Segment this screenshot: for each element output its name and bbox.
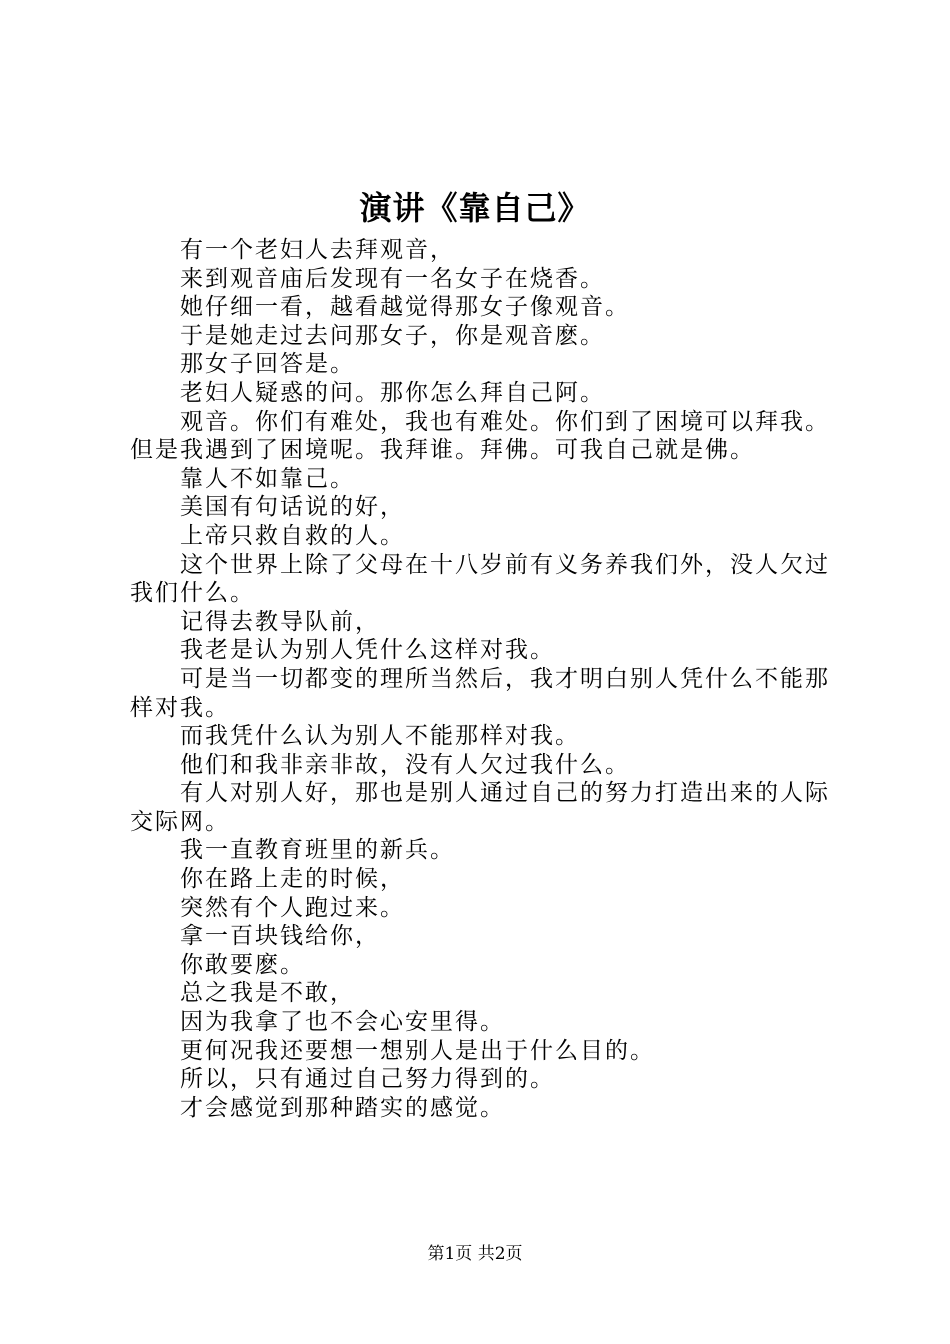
paragraph: 于是她走过去问那女子，你是观音麽。	[180, 322, 605, 349]
paragraph: 有人对别人好，那也是别人通过自己的努力打造出来的人际交际网。	[130, 780, 830, 835]
paragraph: 老妇人疑惑的问。那你怎么拜自己阿。	[180, 379, 605, 406]
paragraph: 才会感觉到那种踏实的感觉。	[180, 1094, 505, 1121]
paragraph: 更何况我还要想一想别人是出于什么目的。	[180, 1037, 655, 1064]
document-title: 演讲《靠自己》	[359, 189, 591, 227]
paragraph: 我老是认为别人凭什么这样对我。	[180, 637, 555, 664]
paragraph: 你敢要麽。	[180, 951, 305, 978]
paragraph: 靠人不如靠己。	[180, 465, 355, 492]
paragraph: 我一直教育班里的新兵。	[180, 837, 455, 864]
paragraph: 突然有个人跑过来。	[180, 894, 405, 921]
paragraph: 因为我拿了也不会心安里得。	[180, 1009, 505, 1036]
paragraph: 而我凭什么认为别人不能那样对我。	[180, 723, 580, 750]
paragraph: 记得去教导队前，	[180, 608, 380, 635]
paragraph: 他们和我非亲非故，没有人欠过我什么。	[180, 751, 630, 778]
paragraph: 她仔细一看，越看越觉得那女子像观音。	[180, 294, 630, 321]
paragraph: 这个世界上除了父母在十八岁前有义务养我们外，没人欠过我们什么。	[130, 551, 830, 607]
paragraph: 上帝只救自救的人。	[180, 522, 405, 549]
paragraph: 可是当一切都变的理所当然后，我才明白别人凭什么不能那样对我。	[130, 665, 830, 721]
paragraph: 你在路上走的时候，	[180, 866, 405, 893]
paragraph: 所以，只有通过自己努力得到的。	[180, 1066, 555, 1093]
paragraph: 有一个老妇人去拜观音，	[180, 237, 455, 263]
document-body	[130, 236, 842, 1122]
page-number-footer: 第1页 共2页	[427, 1244, 523, 1264]
paragraph: 来到观音庙后发现有一名女子在烧香。	[180, 265, 605, 292]
paragraph: 美国有句话说的好，	[180, 494, 405, 521]
paragraph: 那女子回答是。	[180, 351, 355, 378]
paragraph: 观音。你们有难处，我也有难处。你们到了困境可以拜我。但是我遇到了困境呢。我拜谁。拜佛。可我自己就是佛。	[130, 408, 830, 464]
paragraph: 总之我是不敢，	[180, 980, 355, 1007]
paragraph: 拿一百块钱给你，	[180, 923, 380, 950]
